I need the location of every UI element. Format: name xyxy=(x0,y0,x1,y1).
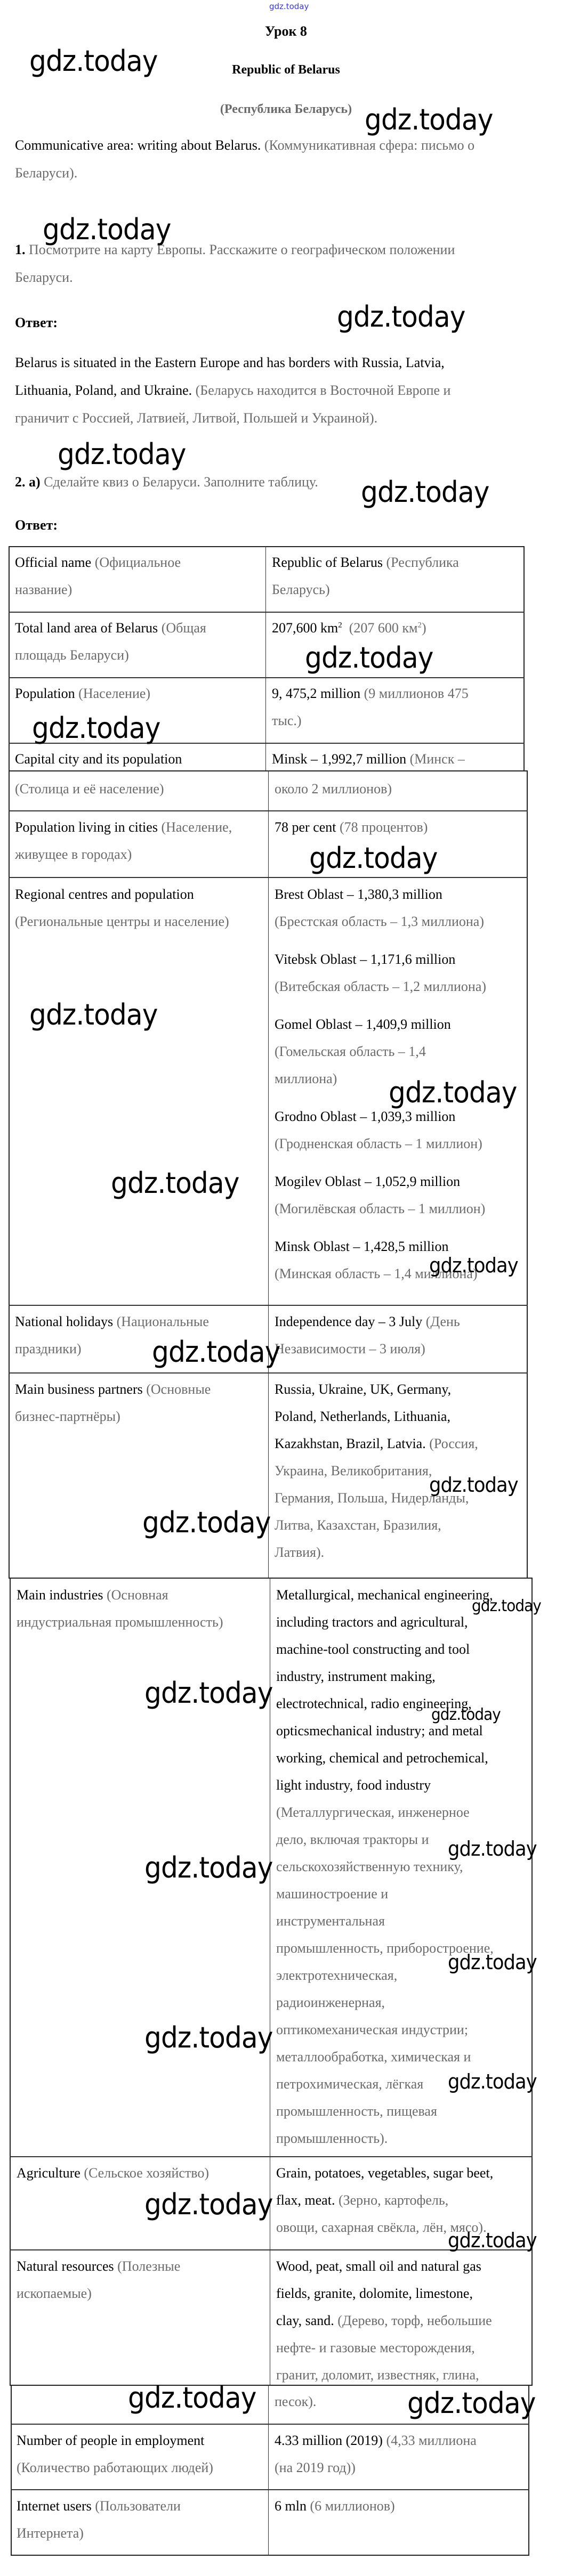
row-divider xyxy=(11,2489,529,2490)
cell-official-name-label xyxy=(15,549,181,603)
cell-employment-value xyxy=(275,2427,477,2481)
cell-line: Internet users (Пользователи xyxy=(17,2498,181,2514)
cell-line: Capital city and its population xyxy=(15,751,182,767)
cell-regional-label xyxy=(15,881,229,935)
watermark: gdz.today xyxy=(429,1254,518,1277)
cell-land-area-label xyxy=(15,614,206,669)
cell-line: металлообработка, химическая и xyxy=(276,2049,471,2065)
cell-line: Grodno Oblast – 1,039,3 million xyxy=(275,1109,456,1124)
cell-line: Russia, Ukraine, UK, Germany, xyxy=(275,1382,452,1397)
watermark: gdz.today xyxy=(309,841,438,875)
land-area-ru-sup: 2 xyxy=(417,621,422,630)
task1-answer-ru: (Беларусь находится в Восточной Европе и xyxy=(195,383,451,398)
column-divider xyxy=(268,2385,269,2556)
cell-line: ископаемые) xyxy=(17,2286,92,2301)
cell-line: Германия, Польша, Нидерланды, xyxy=(275,1490,469,1506)
watermark: gdz.today xyxy=(305,641,433,675)
watermark: gdz.today xyxy=(448,2229,537,2252)
cell-line: Grain, potatoes, vegetables, sugar beet, xyxy=(276,2165,494,2181)
region-spacer xyxy=(275,935,486,946)
cell-line: дело, включая тракторы и xyxy=(276,1832,429,1847)
row-divider xyxy=(10,2156,533,2157)
cell-line: 6 mln (6 миллионов) xyxy=(275,2498,395,2514)
cell-official-name-value xyxy=(272,549,459,603)
cell-line: миллиона) xyxy=(275,1071,337,1086)
cell-line: (Гродненская область – 1 миллион) xyxy=(275,1136,482,1151)
task1-number: 1. xyxy=(15,242,26,257)
task2-answer-label: Ответ: xyxy=(15,517,58,533)
watermark: gdz.today xyxy=(144,2188,273,2221)
cell-line: 4.33 million (2019) (4,33 миллиона xyxy=(275,2433,477,2448)
task1-line-2: Беларуси. xyxy=(15,270,73,285)
cell-line: 78 per cent (78 процентов) xyxy=(275,819,428,835)
cell-capital-label-part2 xyxy=(15,775,164,802)
task1-answer-en: Lithuania, Poland, and Ukraine. xyxy=(15,383,192,398)
cell-line: (Витебская область – 1,2 миллиона) xyxy=(275,979,487,994)
cell-line: Minsk Oblast – 1,428,5 million xyxy=(275,1239,449,1254)
intro-line-2: Беларуси). xyxy=(15,165,78,181)
cell-line: индустриальная промышленность) xyxy=(17,1614,223,1630)
cell-line: Mogilev Oblast – 1,052,9 million xyxy=(275,1174,461,1189)
task1-answer-line-3: граничит с Россией, Латвией, Литвой, Польшей и Украиной). xyxy=(15,410,378,426)
column-divider xyxy=(265,546,266,771)
cell-land-area-value xyxy=(272,614,426,641)
cell-line: Main industries (Основная xyxy=(17,1587,168,1603)
cell-partners-value xyxy=(275,1376,478,1566)
cell-industries-value xyxy=(276,1581,494,2152)
task2-text: Сделайте квиз о Беларуси. Заполните таблицу. xyxy=(44,474,318,490)
cell-line: 9, 475,2 million (9 миллионов 475 xyxy=(272,686,469,701)
cell-line: Official name (Официальное xyxy=(15,555,181,570)
watermark: gdz.today xyxy=(142,1506,271,1539)
cell-line: нефте- и газовые месторождения, xyxy=(276,2340,475,2355)
cell-line: Латвия). xyxy=(275,1545,325,1560)
cell-line: machine-tool constructing and tool xyxy=(276,1642,470,1657)
region-spacer xyxy=(275,1157,486,1168)
cell-employment-label xyxy=(17,2427,213,2481)
cell-line: (на 2019 год)) xyxy=(275,2460,356,2475)
cell-line: Интернета) xyxy=(17,2525,84,2541)
cell-industries-label xyxy=(17,1581,223,1636)
land-area-ru-end: ) xyxy=(421,620,426,636)
cell-line: живущее в городах) xyxy=(15,847,132,862)
cell-line: Population living in cities (Население, xyxy=(15,819,232,835)
cell-line: Kazakhstan, Brazil, Latvia. (Россия, xyxy=(275,1436,478,1451)
intro-ru: (Коммуникативная сфера: письмо о xyxy=(264,137,475,153)
cell-line: Population (Население) xyxy=(15,686,151,701)
cell-line: Независимости – 3 июля) xyxy=(275,1341,425,1356)
cell-line: (Гомельская область – 1,4 xyxy=(275,1044,426,1059)
cell-line: industry, instrument making, xyxy=(276,1669,436,1684)
cell-holidays-value xyxy=(275,1308,460,1362)
task1-answer-line-2 xyxy=(15,377,450,404)
cell-line: Total land area of Belarus (Общая xyxy=(15,620,206,636)
watermark: gdz.today xyxy=(472,1597,541,1615)
region-spacer xyxy=(275,1000,486,1011)
region-spacer xyxy=(275,1222,486,1233)
cell-line: Number of people in employment xyxy=(17,2433,205,2448)
task1-text: Посмотрите на карту Европы. Расскажите о географическом положении xyxy=(29,242,455,257)
cell-line: инструментальная xyxy=(276,1913,385,1929)
cell-urban-value xyxy=(275,814,428,841)
row-divider xyxy=(9,877,528,878)
watermark: gdz.today xyxy=(407,2386,536,2420)
cell-line: гранит, доломит, известняк, глина, xyxy=(276,2367,479,2383)
cell-agriculture-label xyxy=(17,2159,209,2187)
cell-line: Gomel Oblast – 1,409,9 million xyxy=(275,1017,451,1032)
cell-line: Литва, Казахстан, Бразилия, xyxy=(275,1517,441,1533)
cell-line: бизнес-партнёры) xyxy=(15,1409,120,1424)
cell-line: петрохимическая, лёгкая xyxy=(276,2076,424,2092)
watermark: gdz.today xyxy=(128,2381,256,2415)
cell-population-label xyxy=(15,680,150,707)
cell-line: промышленность, приборостроение, xyxy=(276,1940,494,1956)
cell-line: Vitebsk Oblast – 1,171,6 million xyxy=(275,952,456,967)
watermark: gdz.today xyxy=(448,1837,537,1860)
cell-resources-value-part2 xyxy=(275,2388,316,2415)
cell-line: радиоинженерная, xyxy=(276,1995,385,2010)
row-divider xyxy=(9,1372,528,1374)
lesson-heading: Урок 8 xyxy=(265,23,307,39)
cell-resources-label xyxy=(17,2253,180,2307)
land-area-en: 207,600 km xyxy=(272,620,339,636)
cell-internet-value xyxy=(275,2492,395,2520)
watermark: gdz.today xyxy=(144,2021,273,2054)
cell-line: working, chemical and petrochemical, xyxy=(276,1750,488,1766)
row-divider xyxy=(11,2424,529,2425)
watermark: gdz.today xyxy=(337,300,465,334)
watermark: gdz.today xyxy=(29,998,158,1031)
cell-line: тыс.) xyxy=(272,713,302,728)
row-divider xyxy=(9,612,525,613)
cell-line: opticsmechanical industry; and metal xyxy=(276,1723,483,1738)
cell-line: Metallurgical, mechanical engineering, xyxy=(276,1587,493,1603)
watermark: gdz.today xyxy=(58,437,186,471)
cell-line: Minsk – 1,992,7 million (Минск – xyxy=(272,751,465,767)
cell-line: машиностроение и xyxy=(276,1886,389,1901)
top-watermark: gdz.today xyxy=(269,2,309,11)
cell-line: (Могилёвская область – 1 миллион) xyxy=(275,1201,486,1216)
cell-line: овощи, сахарная свёкла, лён, мясо). xyxy=(276,2220,487,2235)
cell-line: (Металлургическая, инженерное xyxy=(276,1805,470,1820)
cell-line: flax, meat. (Зерно, картофель, xyxy=(276,2192,449,2208)
cell-line: Main business partners (Основные xyxy=(15,1382,211,1397)
cell-line: Brest Oblast – 1,380,3 million xyxy=(275,887,442,902)
cell-line: (Минская область – 1,4 миллиона) xyxy=(275,1266,478,1281)
watermark: gdz.today xyxy=(152,1335,280,1369)
page-title-translation: (Республика Беларусь) xyxy=(220,102,352,116)
cell-line: электротехническая, xyxy=(276,1968,398,1983)
cell-line: песок). xyxy=(275,2394,317,2409)
cell-line: название) xyxy=(15,582,72,597)
cell-line: промышленность, пищевая xyxy=(276,2103,437,2119)
cell-line: праздники) xyxy=(15,1341,82,1356)
cell-line: около 2 миллионов) xyxy=(275,781,392,797)
cell-capital-label-part1 xyxy=(15,745,182,773)
cell-capital-value-part1 xyxy=(272,745,465,773)
cell-line: (Столица и её население) xyxy=(15,781,164,797)
cell-line: clay, sand. (Дерево, торф, небольшие xyxy=(276,2313,492,2328)
cell-line: light industry, food industry xyxy=(276,1777,431,1793)
cell-line: Wood, peat, small oil and natural gas xyxy=(276,2258,481,2274)
watermark: gdz.today xyxy=(431,1705,501,1724)
task1-answer-label: Ответ: xyxy=(15,315,58,330)
watermark: gdz.today xyxy=(111,1166,239,1200)
cell-line: Украина, Великобритания, xyxy=(275,1463,432,1478)
cell-line: (Брестская область – 1,3 миллиона) xyxy=(275,914,484,929)
watermark: gdz.today xyxy=(43,213,171,246)
land-area-sup: 2 xyxy=(338,621,342,630)
task1-answer-line-1: Belarus is situated in the Eastern Europe and has borders with Russia, Latvia, xyxy=(15,355,445,370)
cell-urban-label xyxy=(15,814,232,868)
row-divider xyxy=(9,810,528,811)
cell-line: National holidays (Национальные xyxy=(15,1314,209,1329)
cell-population-value xyxy=(272,680,469,734)
cell-line: площадь Беларуси) xyxy=(15,647,129,663)
cell-resources-value-part1 xyxy=(276,2253,492,2388)
cell-line: Regional centres and population xyxy=(15,887,194,902)
watermark: gdz.today xyxy=(429,1473,518,1497)
watermark: gdz.today xyxy=(448,1951,537,1974)
cell-line: (Количество работающих людей) xyxy=(17,2460,213,2475)
task2-line xyxy=(15,468,318,495)
column-divider xyxy=(268,770,269,1579)
cell-line: Natural resources (Полезные xyxy=(17,2258,181,2274)
cell-line: промышленность). xyxy=(276,2131,388,2146)
cell-line: fields, granite, dolomite, limestone, xyxy=(276,2286,473,2301)
cell-capital-value-part2 xyxy=(275,775,392,802)
cell-internet-label xyxy=(17,2492,181,2547)
cell-line: Agriculture (Сельское хозяйство) xyxy=(17,2165,210,2181)
task2-number: 2. а) xyxy=(15,474,41,490)
watermark: gdz.today xyxy=(361,475,489,509)
watermark: gdz.today xyxy=(32,711,160,745)
cell-line: Republic of Belarus (Республика xyxy=(272,555,459,570)
cell-line: сельскохозяйственную технику, xyxy=(276,1859,463,1874)
cell-line: оптикомеханическая индустрии; xyxy=(276,2022,469,2037)
watermark: gdz.today xyxy=(144,1676,273,1710)
cell-line: electrotechnical, radio engineering, xyxy=(276,1696,472,1711)
cell-line: Independence day – 3 July (День xyxy=(275,1314,460,1329)
cell-line: including tractors and agricultural, xyxy=(276,1614,468,1630)
intro-en: Communicative area: writing about Belarus. xyxy=(15,137,261,153)
cell-partners-label xyxy=(15,1376,211,1430)
cell-line: Poland, Netherlands, Lithuania, xyxy=(275,1409,450,1424)
watermark: gdz.today xyxy=(144,1851,273,1884)
page-title: Republic of Belarus xyxy=(232,63,340,77)
cell-line: (Региональные центры и население) xyxy=(15,914,229,929)
watermark: gdz.today xyxy=(389,1076,517,1109)
row-divider xyxy=(9,677,525,678)
land-area-ru: (207 600 км xyxy=(349,620,418,636)
cell-line: Беларусь) xyxy=(272,582,330,597)
watermark: gdz.today xyxy=(448,2070,537,2093)
row-divider xyxy=(9,1305,528,1306)
watermark: gdz.today xyxy=(365,103,493,136)
watermark: gdz.today xyxy=(29,44,158,78)
